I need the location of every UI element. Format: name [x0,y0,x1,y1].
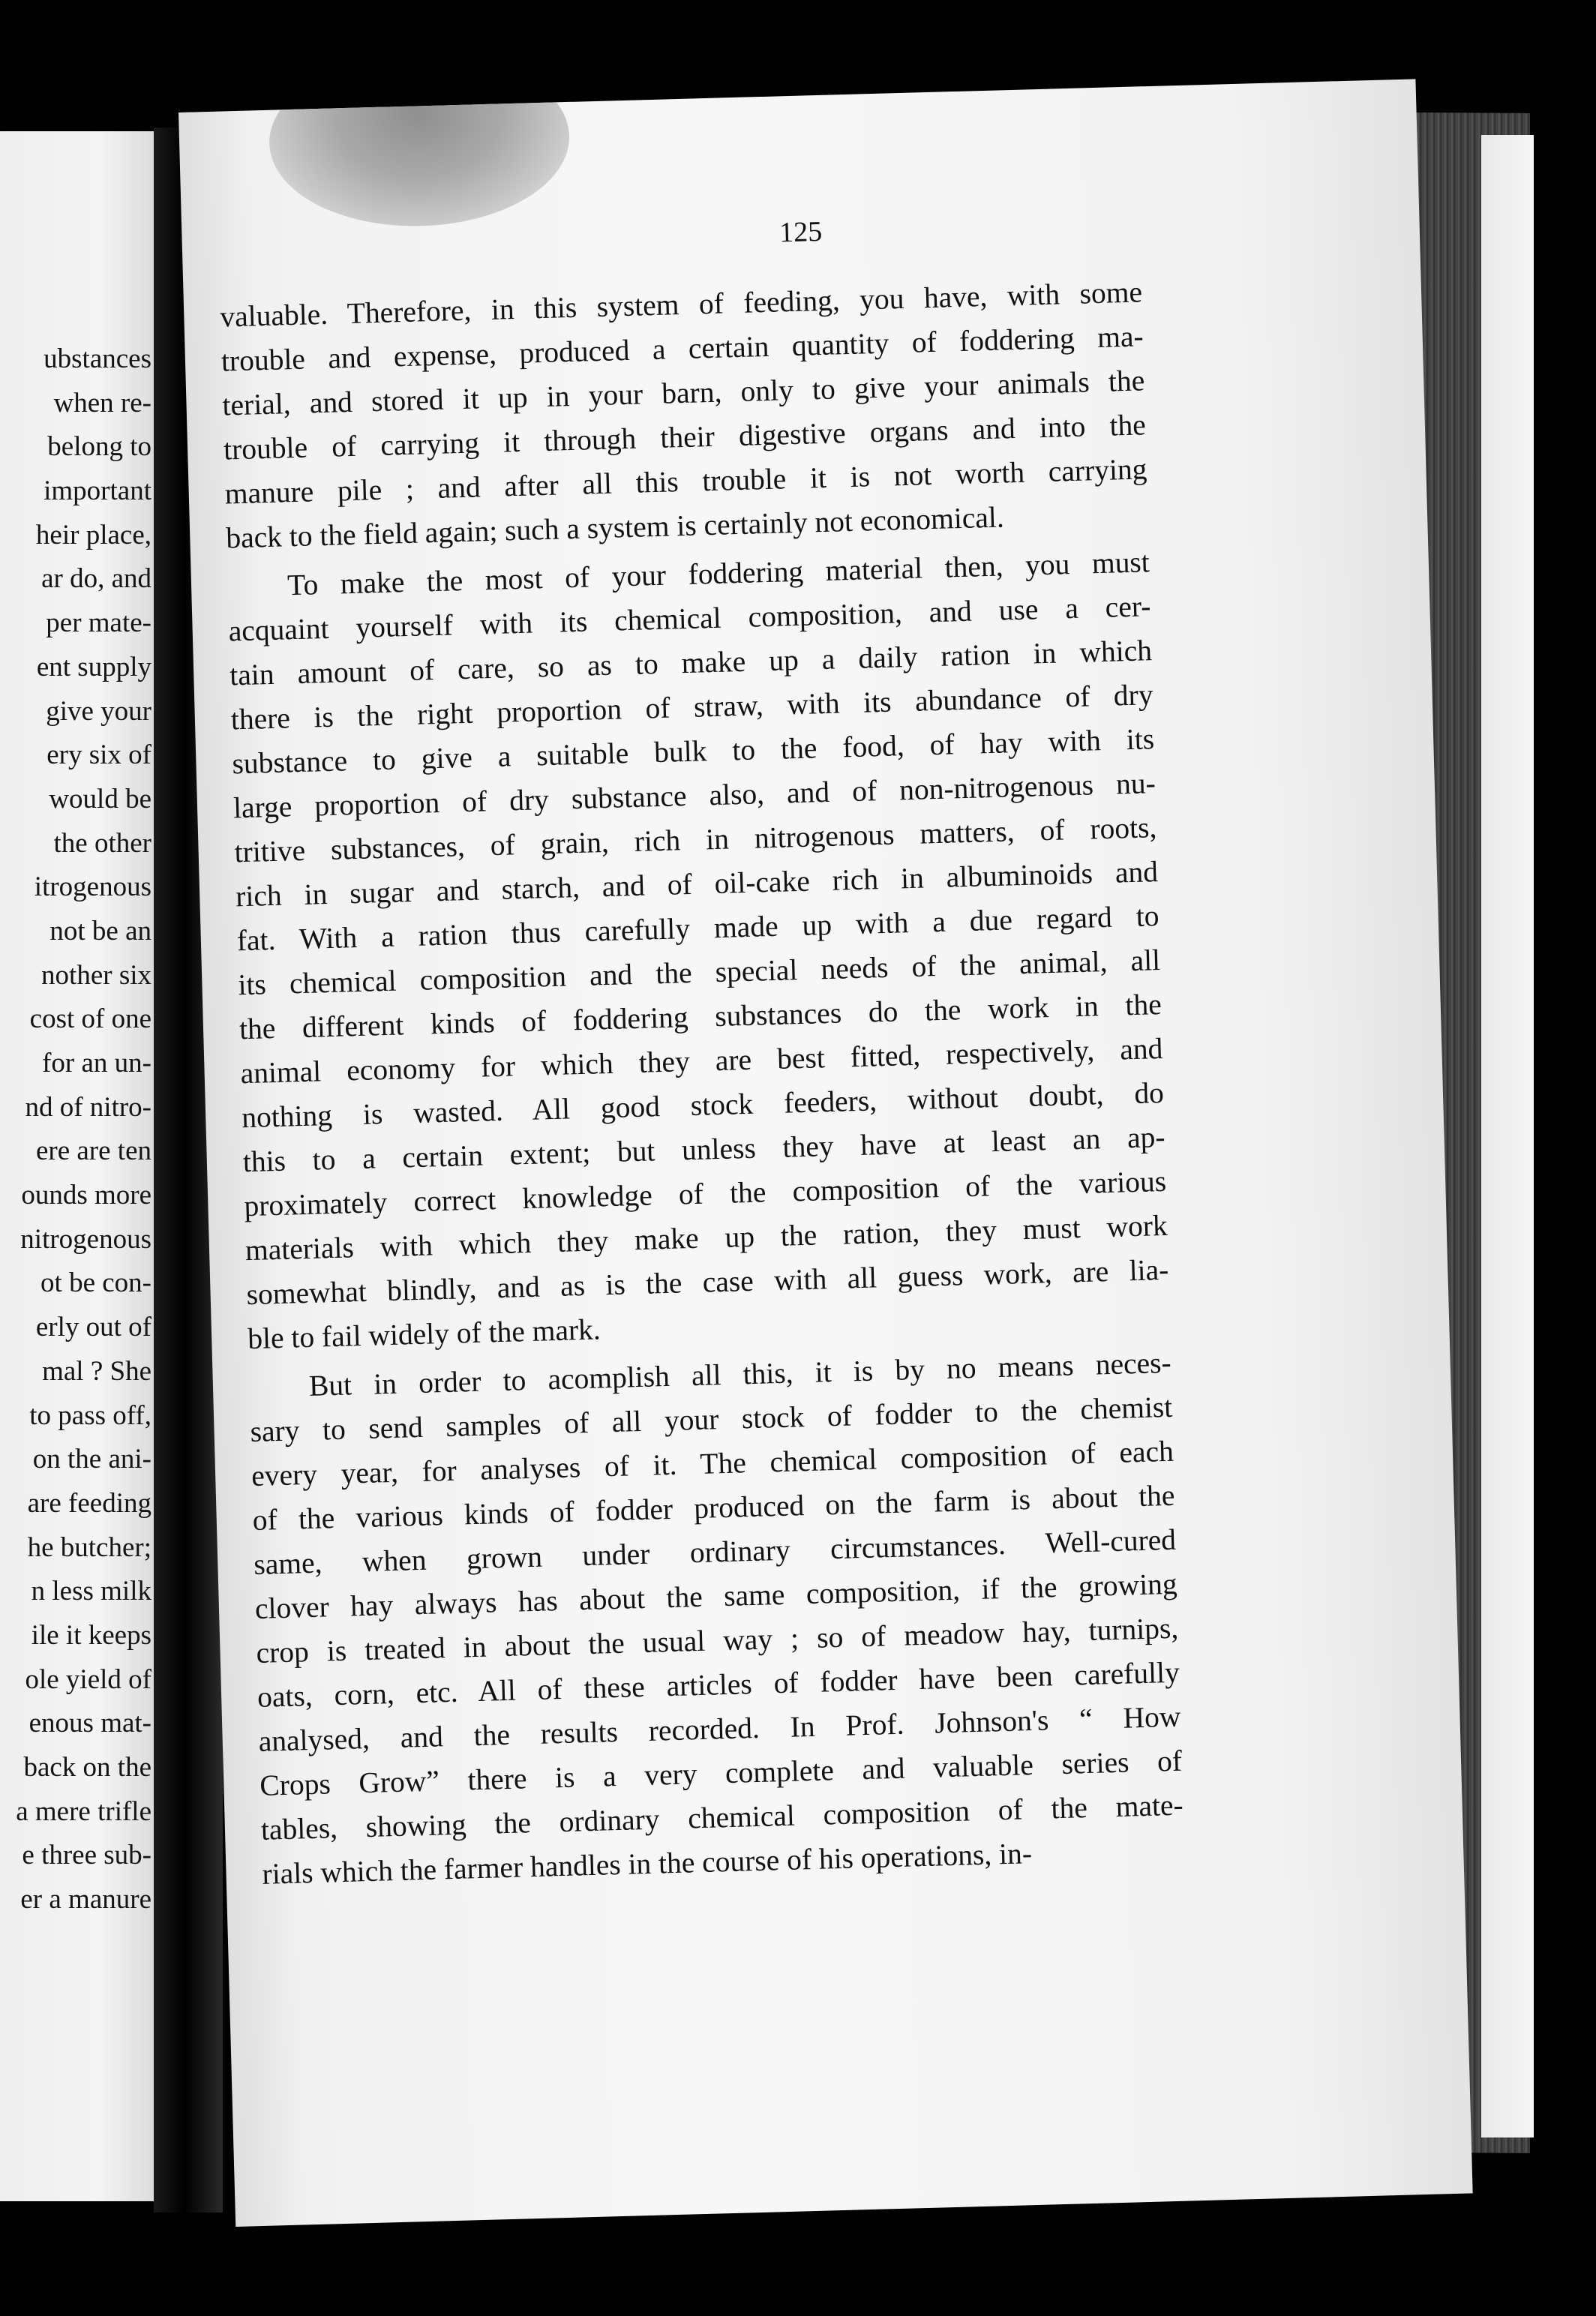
facing-text-line: ere are ten [35,1136,152,1167]
facing-page-left [0,131,154,2201]
facing-text-line: back on the [23,1752,152,1783]
text-line: fat. With a ration thus carefully made up with a due regard to [236,899,1160,958]
facing-text-line: not be an [50,915,152,946]
facing-text-line: er a manure [20,1884,152,1916]
facing-text-line: belong to [47,431,152,463]
page-number: 125 [778,215,823,249]
facing-text-line: enous mat- [28,1708,152,1739]
facing-text-line: ot be con- [40,1268,152,1299]
facing-text-line: he butcher; [27,1532,152,1563]
text-line: clover hay always has about the same composition, if the growing [254,1567,1178,1625]
text-line: But in order to acomplish all this, it is by no means neces- [308,1346,1172,1402]
text-line: the different kinds of foddering substances do the work in the [238,987,1162,1046]
text-line: somewhat blindly, and as is the case with all guess work, are lia- [246,1252,1169,1312]
facing-text-line: for an un- [42,1048,152,1078]
text-line: tables, showing the ordinary chemical composition of the mate- [260,1788,1184,1846]
text-line: oats, corn, etc. All of these articles of fodder have been carefully [256,1655,1180,1714]
text-line: To make the most of your foddering material then, you must [286,545,1150,602]
facing-text-line: n less milk [31,1576,152,1607]
text-line: tritive substances, of grain, rich in nitrogenous matters, of roots, [234,811,1157,869]
text-line: materials with which they make up the ration, they must work [244,1208,1168,1268]
text-line: large proportion of dry substance also, and of non-nitrogenous nu- [232,766,1156,825]
facing-text-line: nd of nitro- [25,1091,152,1123]
main-page [178,79,1473,2227]
text-line: proximately correct knowledge of the composition of the various [243,1164,1167,1223]
text-line: rials which the farmer handles in the course of his operations, in- [261,1837,1033,1891]
text-line: valuable. Therefore, in this system of feeding, you have, with some [219,275,1143,334]
text-line: there is the right proportion of straw, with its abundance of dry [230,678,1154,736]
text-line: nothing is wasted. All good stock feeders, without doubt, do [241,1076,1165,1135]
water-stain [267,79,572,230]
text-line: ble to fail widely of the mark. [247,1312,602,1356]
text-line: substance to give a suitable bulk to the food, of hay with its [231,722,1155,781]
text-line: every year, for analyses of it. The chemical composition of each [250,1434,1174,1493]
body-text [220,270,1185,1896]
facing-text-line: the other [53,827,152,859]
facing-text-line: would be [49,783,152,814]
facing-text-line: on the ani- [32,1444,152,1475]
paragraph [226,540,1170,1361]
facing-text-line: itrogenous [34,872,152,903]
text-line: crop is treated in about the usual way ; so of meadow hay, turnips, [256,1611,1179,1670]
facing-text-line: nother six [41,959,152,991]
paragraph [248,1341,1185,1897]
facing-text-line: ent supply [36,651,152,682]
text-line: tain amount of care, so as to make up a daily ration in which [229,634,1153,692]
text-line: back to the field again; such a system is certainly not economical. [225,500,1005,555]
facing-text-line: when re- [53,387,152,418]
text-line: terial, and stored it up in your barn, only to give your animals the [221,364,1145,422]
text-line: this to a certain extent; but unless they have at least an ap- [242,1120,1166,1179]
text-line: same, when grown under ordinary circumstances. Well-cured [253,1522,1177,1581]
text-line: trouble of carrying it through their digestive organs and into the [223,408,1147,466]
facing-text-line: heir place, [35,519,152,550]
facing-text-line: ounds more [21,1180,152,1211]
text-line: trouble and expense, produced a certain quantity of foddering ma- [220,320,1144,378]
text-line: Crops Grow” there is a very complete and valuable series of [259,1744,1183,1802]
facing-text-line: ile it keeps [31,1619,152,1651]
text-line: its chemical composition and the special needs of the animal, all [237,944,1161,1002]
text-line: animal economy for which they are best fitted, respectively, and [240,1031,1163,1090]
facing-text-line: mal ? She [42,1355,152,1387]
facing-text-line: per mate- [46,608,152,639]
text-line: rich in sugar and starch, and of oil-cake rich in albuminoids and [235,855,1159,914]
text-line: sary to send samples of all your stock of fodder to the chemist [250,1390,1173,1449]
facing-text-line: ole yield of [25,1664,152,1695]
facing-text-line: nitrogenous [20,1223,152,1255]
facing-text-line: give your [46,695,152,727]
facing-page-text [0,338,154,1922]
text-line: manure pile ; and after all this trouble it is not worth carrying [224,452,1148,511]
facing-text-line: ubstances [44,344,152,374]
facing-text-line: important [44,476,152,507]
facing-text-line: ery six of [46,740,152,771]
text-line: of the various kinds of fodder produced on the farm is about the [252,1478,1175,1538]
text-line: analysed, and the results recorded. In Prof. Johnson's “ How [258,1700,1181,1758]
paragraph [220,270,1149,560]
facing-text-line: cost of one [29,1004,152,1035]
back-cover-edge [1481,135,1534,2138]
facing-text-line: e three sub- [22,1840,152,1871]
facing-text-line: a mere trifle [16,1796,152,1827]
facing-text-line: to pass off, [29,1400,152,1431]
text-line: acquaint yourself with its chemical composition, and use a cer- [228,590,1151,648]
facing-text-line: are feeding [27,1487,152,1519]
facing-text-line: erly out of [35,1312,152,1343]
facing-text-line: ar do, and [41,563,152,595]
